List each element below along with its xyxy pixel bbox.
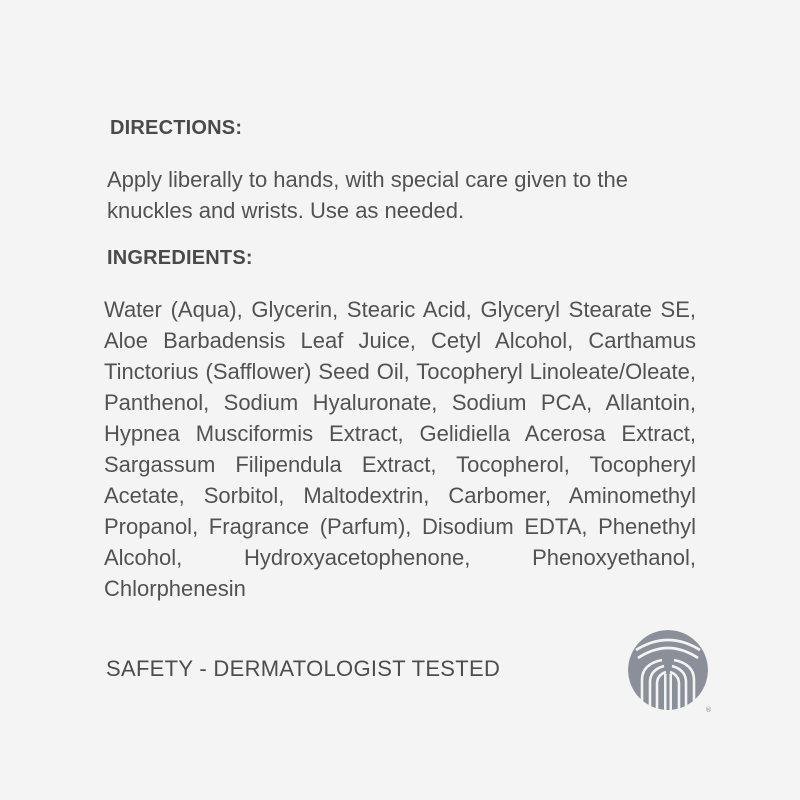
registered-mark: ® [705,706,712,714]
safety-statement: SAFETY - DERMATOLOGIST TESTED [106,656,501,681]
brand-logo-icon [626,628,712,714]
ingredients-text: Water (Aqua), Glycerin, Stearic Acid, Glyceryl Stearate SE, Aloe Barbadensis Leaf Juice, Cetyl Alcohol, Carthamus Tinctorius (Safflower) Seed Oil, Tocopheryl Linoleate/Oleate, Panthenol, Sodium Hyaluronate, Sodium PCA, Allantoin, Hypnea Musciformis Extract, Gelidiella Acerosa Extract, Sargassum Filipendula Extract, Tocopherol, Tocopheryl Acetate, Sorbitol, Maltodextrin, Carbomer, Aminomethyl Propanol, Fragrance (Parfum), Disodium EDTA, Phenethyl Alcohol, Hydroxyacetophenone, Phenoxyethanol, Chlorphenesin [104,297,696,601]
directions-text: Apply liberally to hands, with special care given to the knuckles and wrists. Use as needed. [107,167,628,223]
ingredients-heading: INGREDIENTS: [107,247,253,269]
directions-heading: DIRECTIONS: [110,117,243,139]
